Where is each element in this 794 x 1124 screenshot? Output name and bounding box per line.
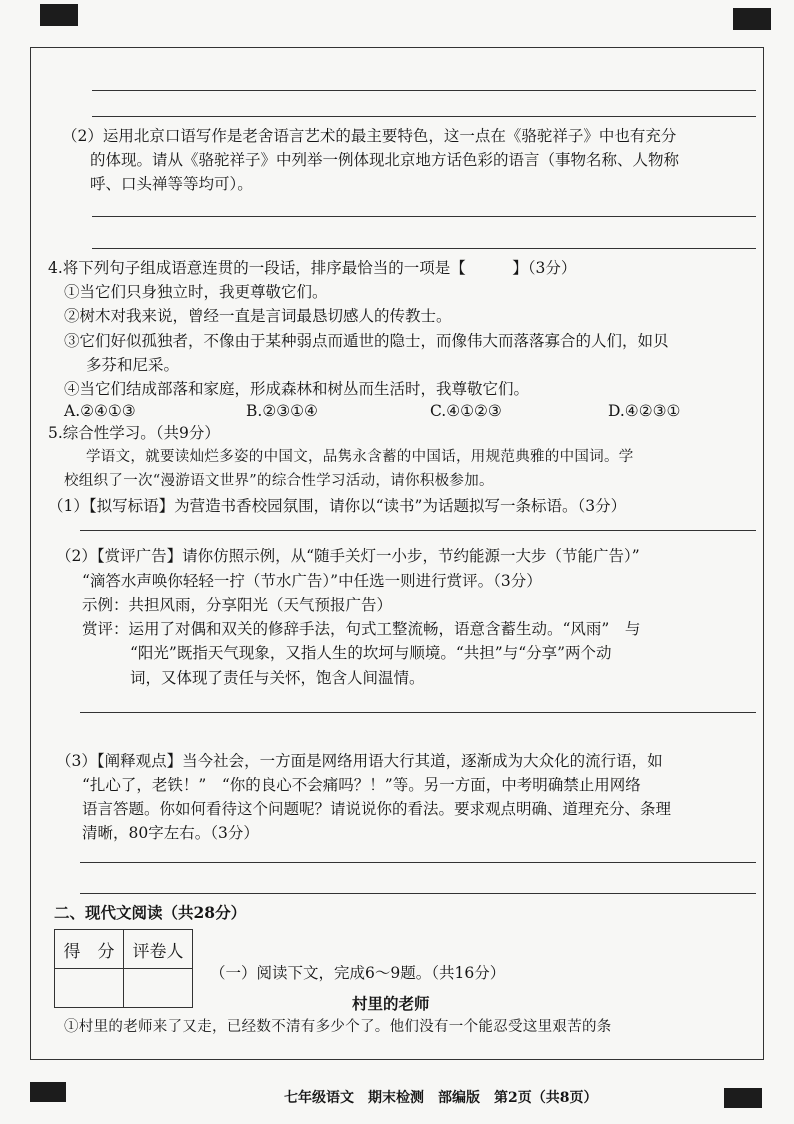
article-paragraph-1: ①村里的老师来了又走，已经数不清有多少个了。他们没有一个能忍受这里艰苦的条 xyxy=(64,1019,612,1035)
answer-line xyxy=(92,248,756,249)
answer-line xyxy=(92,216,756,217)
q4-option-d: D.④②③① xyxy=(608,402,681,420)
q4-stem: 4.将下列句子组成语意连贯的一段话，排序最恰当的一项是【 】（3分） xyxy=(48,259,577,277)
score-cell[interactable] xyxy=(55,969,124,1008)
reading-sub-heading: （一）阅读下文，完成6～9题。（共16分） xyxy=(210,964,506,982)
q5-part3-line3: 语言答题。你如何看待这个问题呢？请说说你的看法。要求观点明确、道理充分、条理 xyxy=(82,800,672,818)
q3-part2-line1: （2）运用北京口语写作是老舍语言艺术的最主要特色，这一点在《骆驼祥子》中也有充分 xyxy=(62,127,677,145)
q4-option-c: C.④①②③ xyxy=(430,402,502,420)
registration-mark-bottom-right xyxy=(724,1088,762,1108)
article-title: 村里的老师 xyxy=(352,994,430,1013)
page-footer: 七年级语文 期末检测 部编版 第2页（共8页） xyxy=(284,1090,598,1106)
q5-review-line1: 赏评：运用了对偶和双关的修辞手法，句式工整流畅，语意含蓄生动。“风雨” 与 xyxy=(82,620,641,638)
answer-line xyxy=(80,893,756,894)
score-label: 得 分 xyxy=(55,930,124,969)
q5-review-line3: 词，又体现了责任与关怀，饱含人间温情。 xyxy=(130,669,425,687)
grader-cell[interactable] xyxy=(124,969,193,1008)
answer-line xyxy=(80,862,756,863)
score-table xyxy=(54,929,193,1008)
q5-review-line2: “阳光”既指天气现象，又指人生的坎坷与顺境。“共担”与“分享”两个动 xyxy=(130,644,612,662)
q4-sentence-4: ④当它们结成部落和家庭，形成森林和树丛而生活时，我尊敬它们。 xyxy=(64,380,530,398)
grader-label: 评卷人 xyxy=(124,930,193,969)
registration-mark-top-right xyxy=(733,8,771,30)
q5-part3-line4: 清晰，80字左右。（3分） xyxy=(82,824,259,842)
q4-option-a: A.②④①③ xyxy=(64,402,136,420)
q5-stem: 5.综合性学习。（共9分） xyxy=(48,424,220,442)
q5-intro-line1: 学语文，就要读灿烂多姿的中国文，品隽永含蓄的中国话，用规范典雅的中国词。学 xyxy=(86,449,634,465)
q5-part2-line2: “滴答水声唤你轻轻一拧（节水广告）”中任选一则进行赏评。（3分） xyxy=(82,572,542,590)
registration-mark-bottom-left xyxy=(30,1082,66,1102)
q3-part2-line3: 呼、口头禅等等均可）。 xyxy=(90,175,253,193)
registration-mark-top-left xyxy=(40,4,78,26)
q3-part2-line2: 的体现。请从《骆驼祥子》中列举一例体现北京地方话色彩的语言（事物名称、人物称 xyxy=(90,151,680,169)
section-heading: 二、现代文阅读（共28分） xyxy=(54,903,247,922)
answer-line xyxy=(80,530,756,531)
q5-intro-line2: 校组织了一次“漫游语文世界”的综合性学习活动，请你积极参加。 xyxy=(64,473,494,489)
q5-example: 示例：共担风雨，分享阳光（天气预报广告） xyxy=(82,596,393,614)
q4-sentence-2: ②树木对我来说，曾经一直是言词最恳切感人的传教士。 xyxy=(64,307,452,325)
q5-part1: （1）【拟写标语】为营造书香校园氛围，请你以“读书”为话题拟写一条标语。（3分） xyxy=(48,497,627,515)
answer-line xyxy=(92,90,756,91)
q5-part2-line1: （2）【赏评广告】请你仿照示例，从“随手关灯一小步，节约能源一大步（节能广告）” xyxy=(56,547,640,565)
q4-sentence-3b: 多芬和尼采。 xyxy=(86,356,180,374)
q5-part3-line1: （3）【阐释观点】当今社会，一方面是网络用语大行其道，逐渐成为大众化的流行语，如 xyxy=(56,752,663,770)
answer-line xyxy=(80,712,756,713)
q5-part3-line2: “扎心了，老铁！” “你的良心不会痛吗？！”等。另一方面，中考明确禁止用网络 xyxy=(82,776,641,794)
answer-line xyxy=(92,116,756,117)
q4-sentence-1: ①当它们只身独立时，我更尊敬它们。 xyxy=(64,283,328,301)
q4-option-b: B.②③①④ xyxy=(246,402,318,420)
q4-sentence-3a: ③它们好似孤独者，不像由于某种弱点而遁世的隐士，而像伟大而落落寡合的人们，如贝 xyxy=(64,332,669,350)
